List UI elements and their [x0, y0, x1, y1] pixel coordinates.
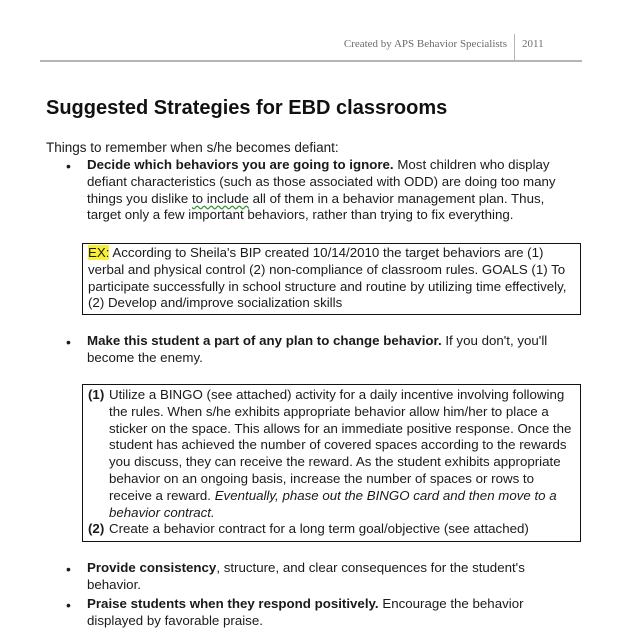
header-rule	[40, 60, 582, 62]
bullet-heading: Praise students when they respond positively.	[87, 596, 379, 611]
bullet-body: Encourage the behavior displayed by favorable praise.	[87, 596, 524, 628]
bullet-item-ignore	[87, 157, 577, 224]
bullet-marker: •	[66, 561, 71, 577]
strategy-box	[82, 384, 581, 542]
example-box	[82, 243, 581, 315]
strategy-number: (1)	[88, 387, 105, 402]
bullet-item-praise	[87, 596, 577, 630]
bullet-marker: •	[66, 597, 71, 613]
ex-highlight-label: EX:	[88, 245, 110, 260]
strategy-number: (2)	[88, 521, 105, 537]
page-header	[0, 30, 640, 60]
bullet-body: , structure, and clear consequences for the student's behavior.	[87, 560, 525, 592]
bullet-body: If you don't, you'll become the enemy.	[87, 333, 548, 365]
strategy-italic-note: Eventually, phase out the BINGO card and then move to a behavior contract.	[109, 487, 557, 520]
header-credit: Created by APS Behavior Specialists	[343, 38, 507, 50]
bullet-item-consistency	[87, 560, 577, 594]
document-title: Suggested Strategies for EBD classrooms	[46, 97, 448, 119]
strategy-item-contract	[88, 521, 580, 538]
bullet-marker: •	[66, 334, 71, 350]
bullet-heading: Make this student a part of any plan to change behavior.	[87, 333, 442, 348]
bullet-body: all of them in a behavior management plan. Thus, target only a few important behaviors, rather than trying to fix everything.	[87, 190, 545, 223]
bullet-marker: •	[66, 158, 71, 174]
bullet-body: Most children who display defiant characteristics (such as those associated with ODD) are doing too many things you dislike	[87, 157, 556, 206]
bullet-heading: Decide which behaviors you are going to ignore.	[87, 157, 394, 172]
example-text: According to Sheila's BIP created 10/14/2010 the target behaviors are (1) verbal and physical control (2) non-compliance of classroom rules. GOALS (1) To participate successfully in school structure and routine by utilizing time effectively, (2) Develop and/improve socialization skills	[88, 245, 567, 311]
header-divider	[514, 34, 515, 60]
grammar-underline: to include	[191, 190, 249, 206]
header-year: 2011	[522, 38, 544, 50]
strategy-text: Utilize a BINGO (see attached) activity for a daily incentive involving following the rules. When s/he exhibits appropriate behavior allow him/her to place a sticker on the space. This allows for an immediate positive response. Once the student has achieved the number of covered spaces according to the rewards you discuss, they can receive the reward. As the student exhibits appropriate behavior on an ongoing basis, increase the number of spaces or rows to receive a reward.	[109, 387, 572, 503]
bullet-heading: Provide consistency	[87, 560, 217, 575]
strategy-item-bingo	[88, 387, 580, 521]
strategy-text: Create a behavior contract for a long term goal/objective (see attached)	[109, 521, 529, 537]
bullet-item-plan	[87, 333, 577, 367]
intro-text: Things to remember when s/he becomes defiant:	[46, 140, 339, 155]
